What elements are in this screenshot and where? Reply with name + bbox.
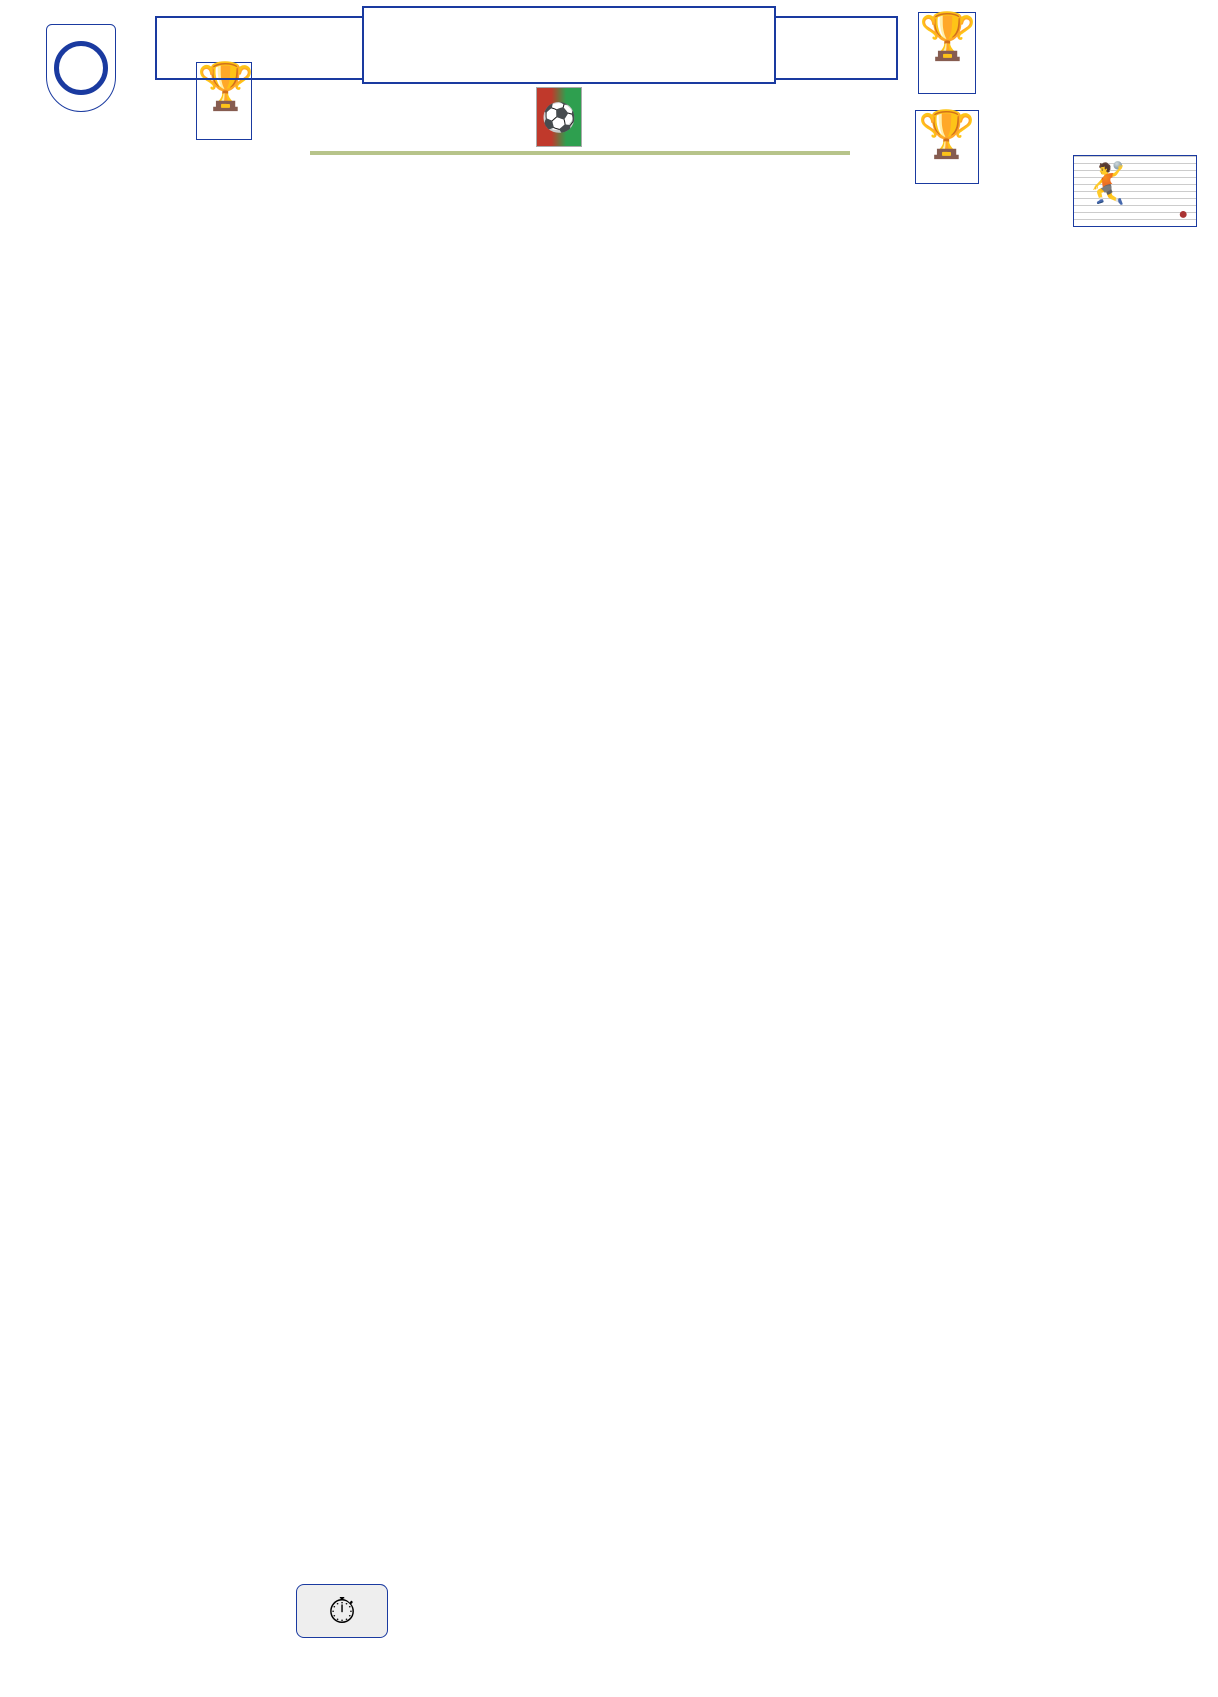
cup-1957-icon: 🏆 [915,110,979,184]
stopwatch-icon: ⏱ [296,1584,388,1638]
goalkeeper-icon: 🤾 [1082,162,1132,206]
title-banner [362,6,776,84]
cup-icon: 🏆 [918,12,976,94]
football-player-icon: ⚽ [536,87,582,147]
ball-icon: ● [1178,206,1188,223]
banner-ribbon-right [772,16,898,80]
trophy-icon: 🏆 [196,62,252,140]
banner-ribbon-left [155,16,367,80]
om-logo [46,24,116,112]
divider [310,151,850,155]
goal-net-icon [1073,155,1197,227]
logo-letter [54,41,108,95]
